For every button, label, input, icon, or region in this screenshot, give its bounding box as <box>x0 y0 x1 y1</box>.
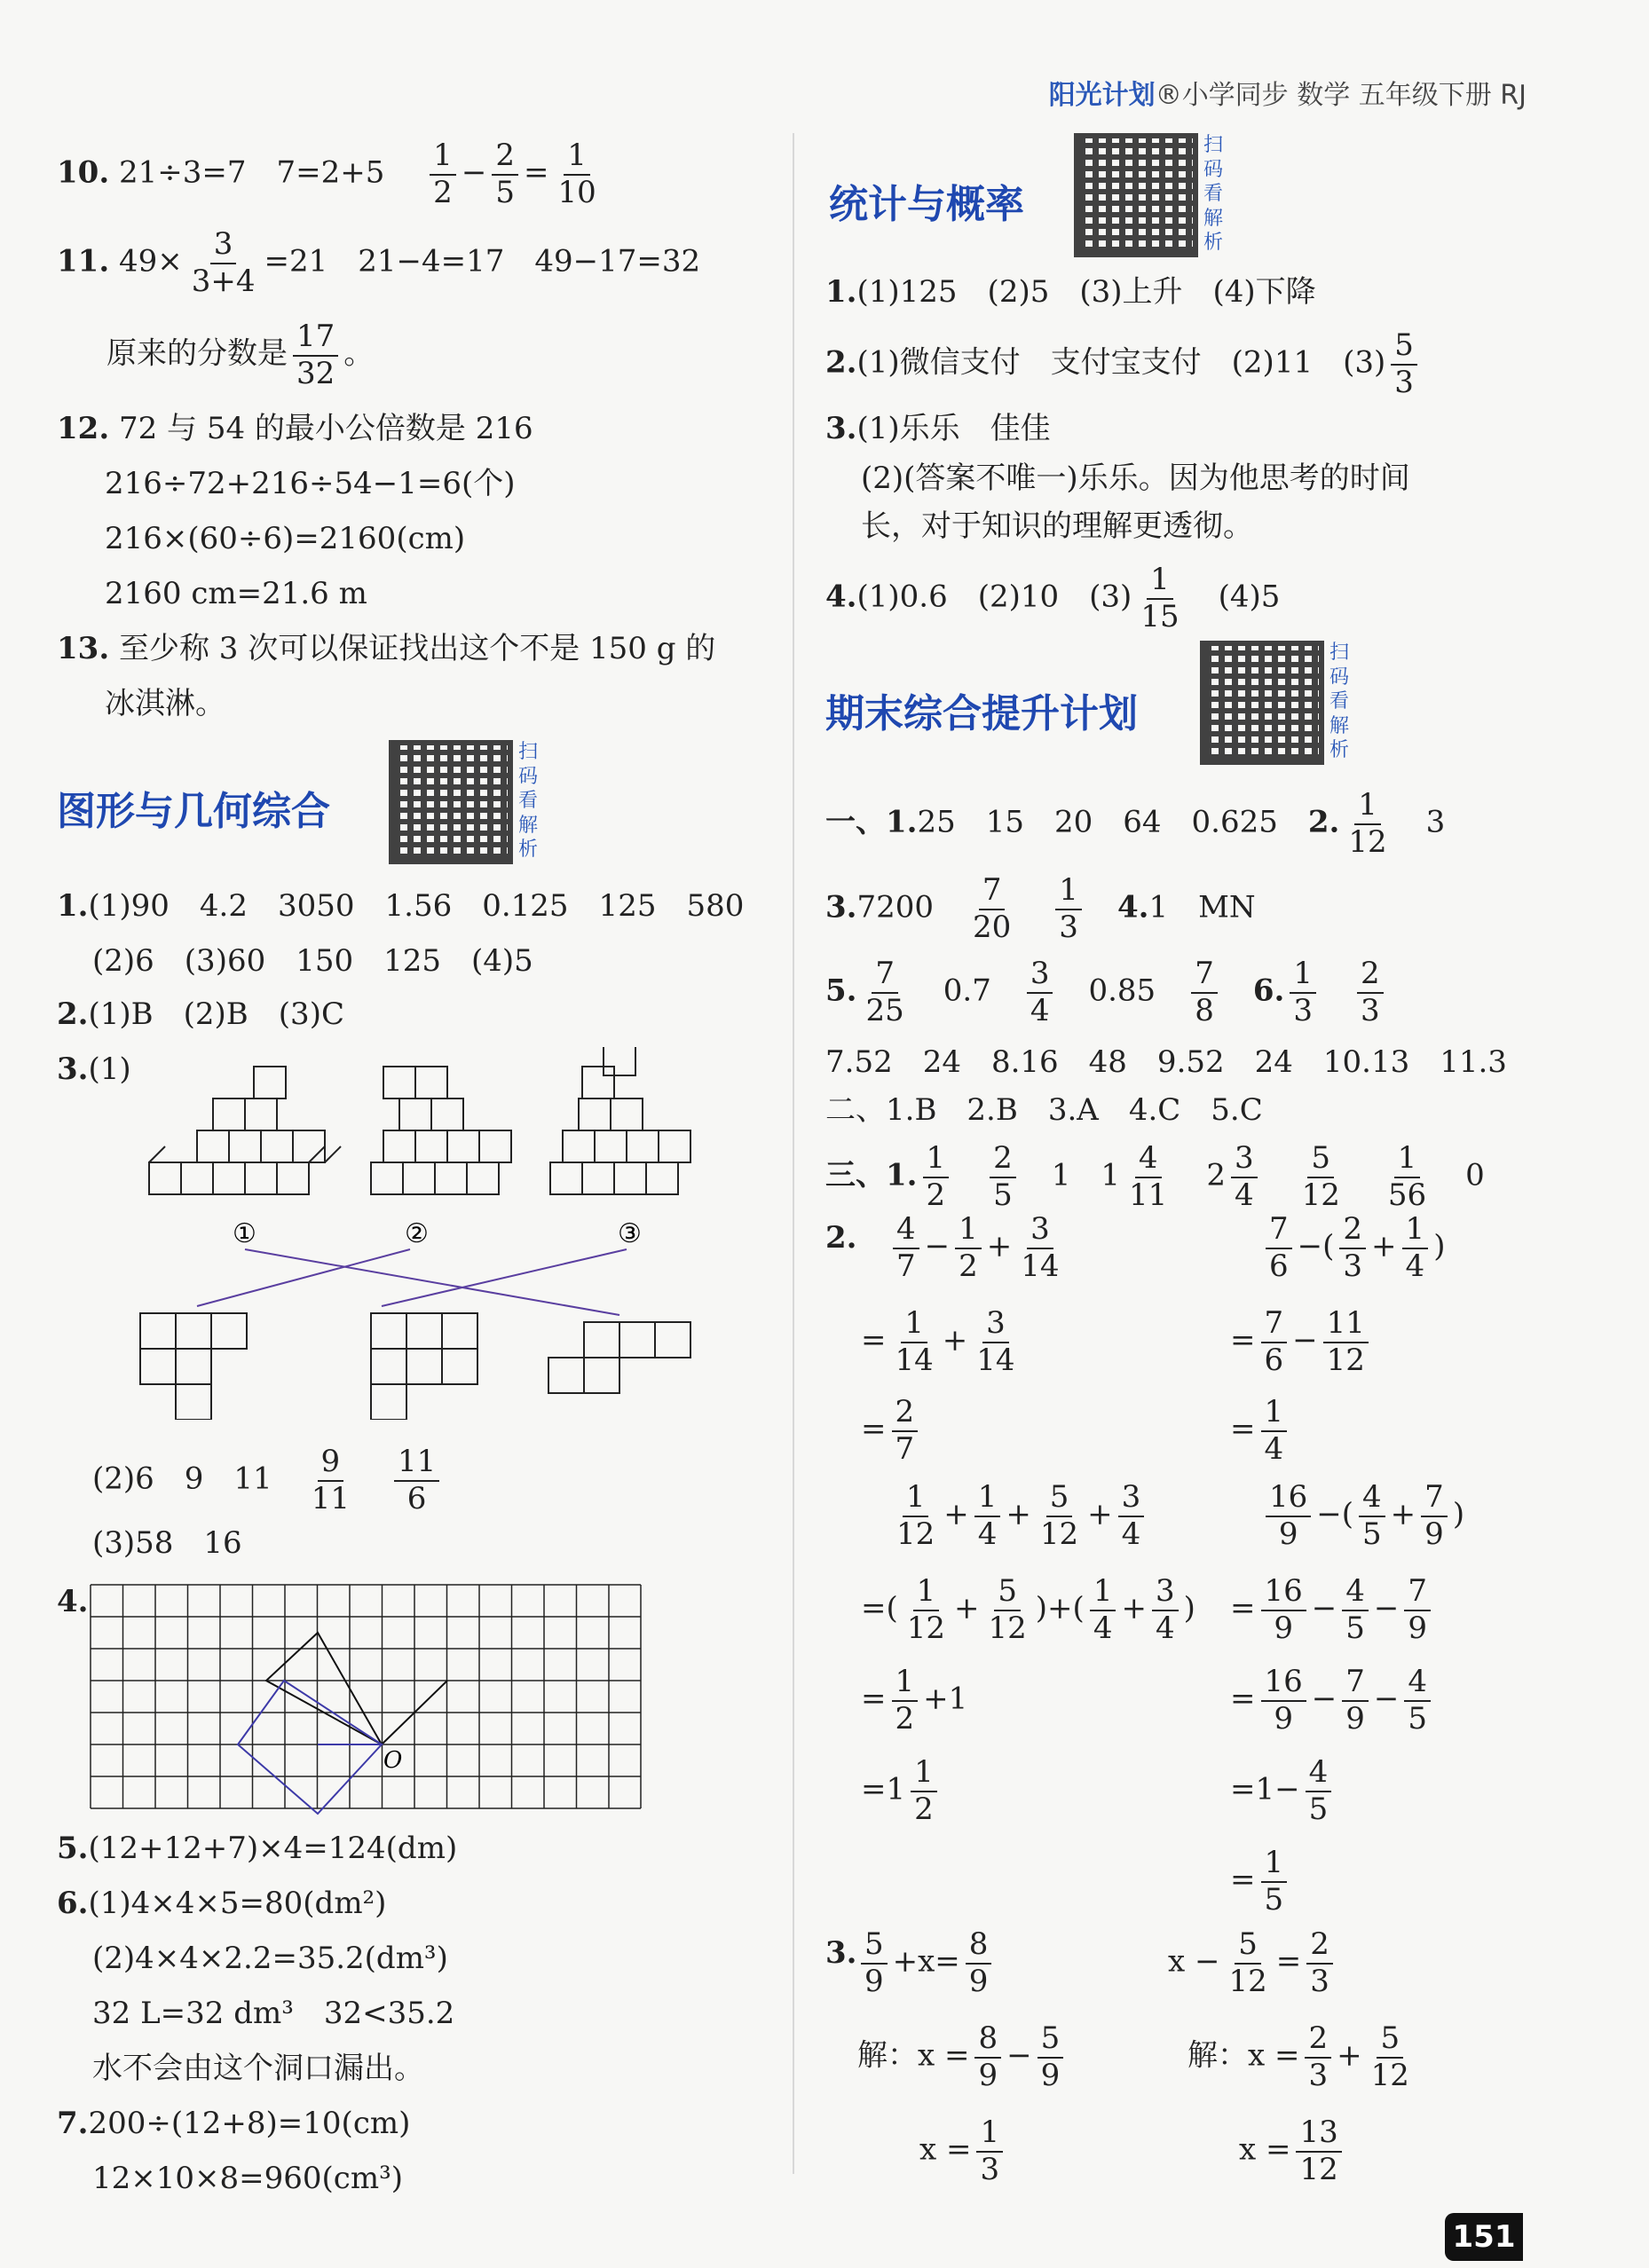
section-title-geometry: 图形与几何综合 <box>57 789 330 834</box>
page-number: 151 <box>1445 2213 1523 2261</box>
view-shape-1 <box>140 1313 247 1420</box>
equation-a-line2: 解：x = $\frac{8}{9}$ − $\frac{5}{9}$ <box>857 2023 1069 2091</box>
matching-lines <box>197 1249 627 1315</box>
calc-c-line1: $\frac{1}{12}$ + $\frac{1}{4}$ + $\frac{5}{12}$ + $\frac{3}{4}$ <box>888 1482 1149 1550</box>
calc-b-line3: = $\frac{1}{4}$ <box>1230 1397 1292 1465</box>
answer-g2: 2.(1)B (2)B (3)C <box>57 996 344 1032</box>
grid-figure <box>89 1583 644 1815</box>
calc-c-line3: = $\frac{1}{2}$ +1 <box>861 1664 968 1736</box>
calc-q2-label: 2. <box>825 1220 857 1256</box>
scan-hint-final: 扫 码 看 解 析 <box>1329 642 1350 761</box>
answer-part2: 二、1.B 2.B 3.A 4.C 5.C <box>825 1092 1263 1128</box>
answer-e7: 7.52 24 8.16 48 9.52 24 10.13 11.3 <box>825 1044 1507 1080</box>
calc-d-line4: =1− $\frac{4}{5}$ <box>1230 1757 1337 1825</box>
answer-g6-line1: 6.(1)4×4×5=80(dm²) <box>57 1886 387 1921</box>
answer-q12-line1: 12. 72 与 54 的最小公倍数是 216 <box>57 411 533 446</box>
answer-q12-line3: 216×(60÷6)=2160(cm) <box>105 521 466 556</box>
section-title-statistics: 统计与概率 <box>829 182 1024 227</box>
equation-b-line3: x = $\frac{13}{12}$ <box>1239 2117 1347 2185</box>
answer-g3-part3: (3)58 16 <box>92 1525 242 1561</box>
answer-s3-line2: (2)(答案不唯一)乐乐。因为他思考的时间 <box>861 461 1410 496</box>
answer-e5: 5. $\frac{7}{25}$ 0.7 $\frac{3}{4}$ 0.85 $\frac{7}{8}$ 6. $\frac{1}{3}$ $\frac{2}{3}$ <box>825 958 1389 1027</box>
answer-g6-line4: 水不会由这个洞口漏出。 <box>92 2051 424 2086</box>
answer-g1-line1: 1.(1)90 4.2 3050 1.56 0.125 125 580 <box>57 888 745 924</box>
calc-c-line4: =1 $\frac{1}{2}$ <box>861 1757 943 1825</box>
answer-g6-line3: 32 L=32 dm³ 32<35.2 <box>92 1996 455 2031</box>
equation-q3-label: 3. <box>825 1935 857 1971</box>
header-subtitle: ®小学同步 数学 五年级下册 RJ <box>1155 80 1527 111</box>
calc-b-line1: $\frac{7}{6}$ −( $\frac{2}{3}$ + $\frac{1}{4}$ ) <box>1260 1214 1445 1282</box>
answer-q12-line2: 216÷72+216÷54−1=6(个) <box>105 466 516 501</box>
answer-g7-line1: 7.200÷(12+8)=10(cm) <box>57 2106 411 2141</box>
answer-g7-line2: 12×10×8=960(cm³) <box>92 2161 403 2196</box>
header <box>1049 73 1527 112</box>
cube-solid-2 <box>371 1067 511 1194</box>
answer-g6-line2: (2)4×4×2.2=35.2(dm³) <box>92 1941 448 1976</box>
equation-a-line3: x = $\frac{1}{3}$ <box>919 2117 1008 2185</box>
calc-a-line3: = $\frac{2}{7}$ <box>861 1397 923 1465</box>
calc-c-line2: =( $\frac{1}{12}$ + $\frac{5}{12}$ )+( $\frac{1}{4}$ + $\frac{3}{4}$ ) <box>861 1573 1195 1646</box>
qr-code-statistics[interactable] <box>1074 133 1198 257</box>
answer-s3-line3: 长，对于知识的理解更透彻。 <box>861 508 1253 544</box>
qr-code-final[interactable] <box>1200 641 1324 765</box>
calc-d-line2: = $\frac{16}{9}$ − $\frac{4}{5}$ − $\frac{7}{9}$ <box>1230 1576 1436 1644</box>
calc-d-line1: $\frac{16}{9}$ −( $\frac{4}{5}$ + $\frac{7}{9}$ ) <box>1260 1482 1464 1550</box>
column-divider <box>793 133 794 2174</box>
calc-a-line2: = $\frac{1}{14}$ + $\frac{3}{14}$ <box>861 1305 1015 1378</box>
cube-label-2: ② <box>405 1218 429 1249</box>
point-o-label: O <box>383 1747 403 1774</box>
answer-q10: 10. 21÷3=7 7=2+5 $\frac{1}{2}$ − $\frac{2}{5}$ = $\frac{1}{10}$ <box>57 138 596 210</box>
calc-d-line5: = $\frac{1}{5}$ <box>1230 1847 1292 1916</box>
answer-g1-line2: (2)6 (3)60 150 125 (4)5 <box>92 943 533 979</box>
equation-a-line1: $\frac{5}{9}$ +x= $\frac{8}{9}$ <box>856 1929 997 1997</box>
view-shape-2 <box>371 1313 477 1420</box>
answer-g5: 5.(12+12+7)×4=124(dm) <box>57 1831 458 1866</box>
answer-s1: 1.(1)125 (2)5 (3)上升 (4)下降 <box>825 274 1316 310</box>
grid-lines <box>91 1585 641 1808</box>
calc-d-line3: = $\frac{16}{9}$ − $\frac{7}{9}$ − $\frac{4}{5}$ <box>1230 1666 1436 1735</box>
answer-s3-line1: 3.(1)乐乐 佳佳 <box>825 411 1051 446</box>
view-shape-3 <box>548 1322 690 1393</box>
scan-hint-geometry: 扫 码 看 解 析 <box>518 741 539 861</box>
section-title-final: 期末综合提升计划 <box>825 691 1138 736</box>
equation-b-line1: x − $\frac{5}{12}$ = $\frac{2}{3}$ <box>1168 1929 1338 1997</box>
answer-q11: 11. 49× $\frac{3}{3+4}$ =21 21−4=17 49−17=32 <box>57 226 701 299</box>
answer-part3-q1: 三、1. $\frac{1}{2}$ $\frac{2}{5}$ 1 1 $\frac{4}{11}$ 2 $\frac{3}{4}$ $\frac{5}{12}$ $\frac{1}{56}$ 0 <box>825 1140 1485 1213</box>
brand-name: 阳光计划 <box>1048 80 1156 111</box>
answer-g3: 3.(1) <box>57 1051 131 1087</box>
calc-a-line1: $\frac{4}{7}$ − $\frac{1}{2}$ + $\frac{3}{14}$ <box>888 1214 1069 1282</box>
answer-e1: 一、1.25 15 20 64 0.625 2. $\frac{1}{12}$ 3 <box>825 787 1446 860</box>
answer-e3: 3.7200 $\frac{7}{20}$ $\frac{1}{3}$ 4.1 MN <box>825 872 1256 945</box>
answer-q13-line1: 13. 至少称 3 次可以保证找出这个不是 150 g 的 <box>57 631 716 666</box>
answer-g4-label: 4. <box>57 1584 89 1619</box>
calc-b-line2: = $\frac{7}{6}$ − $\frac{11}{12}$ <box>1230 1308 1374 1376</box>
qr-code-geometry[interactable] <box>389 740 513 864</box>
rotated-shape <box>238 1681 382 1814</box>
answer-s4: 4.(1)0.6 (2)10 (3) $\frac{1}{15}$ (4)5 <box>825 562 1281 634</box>
cube-solid-1 <box>149 1067 341 1194</box>
answer-q13-line2: 冰淇淋。 <box>105 686 225 721</box>
answer-q12-line4: 2160 cm=21.6 m <box>105 576 367 611</box>
answer-s2: 2.(1)微信支付 支付宝支付 (2)11 (3) $\frac{5}{3}$ <box>825 330 1423 398</box>
cube-solid-3 <box>550 1047 690 1194</box>
equation-b-line2: 解：x = $\frac{2}{3}$ + $\frac{5}{12}$ <box>1187 2020 1409 2093</box>
cube-label-1: ① <box>233 1218 256 1249</box>
answer-q11-result: 原来的分数是 $\frac{17}{32}$ 。 <box>107 319 375 391</box>
scan-hint-statistics: 扫 码 看 解 析 <box>1203 134 1224 254</box>
cube-label-3: ③ <box>618 1218 642 1249</box>
cube-views-figure <box>133 1047 719 1420</box>
answer-g3-part2: (2)6 9 11 $\frac{9}{11}$ $\frac{11}{6}$ <box>92 1446 445 1515</box>
